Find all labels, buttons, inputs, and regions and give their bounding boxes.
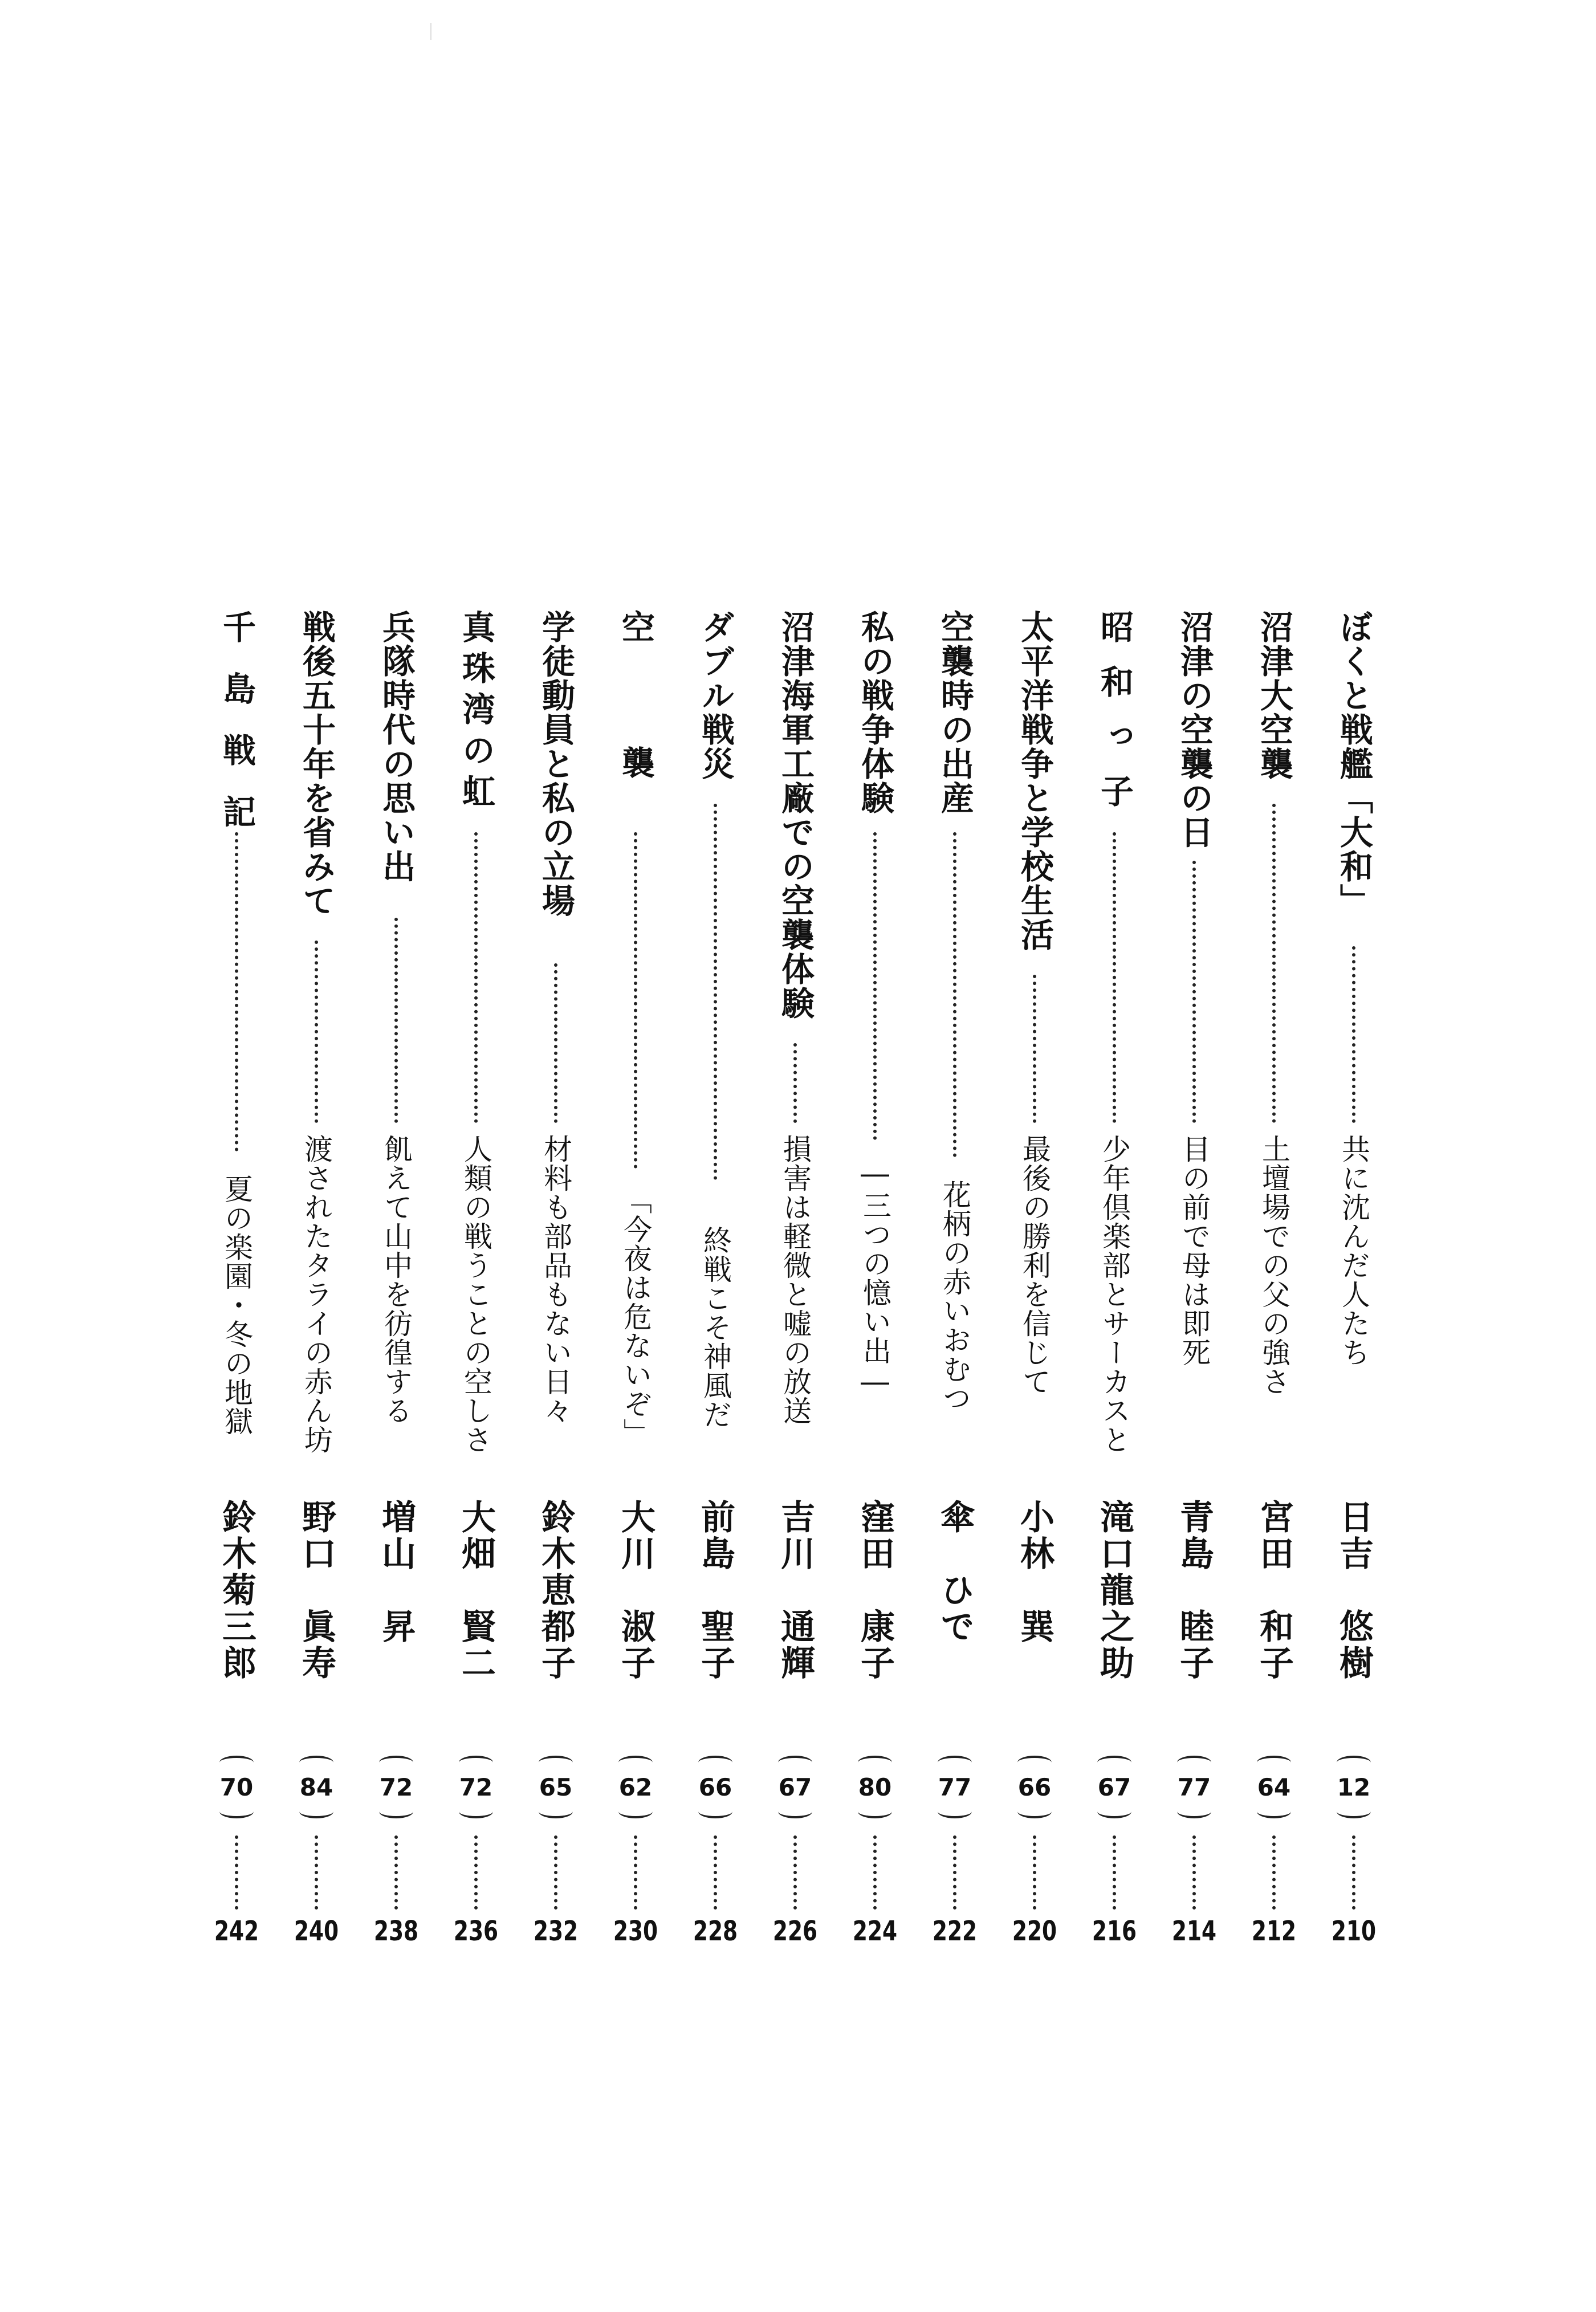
entry-subtitle: 土壇場での父の強さ	[1257, 1134, 1290, 1396]
dot-leader	[1352, 946, 1355, 1123]
entry-title: 真珠湾の虹	[457, 610, 495, 815]
entry-title: 私の戦争体験	[856, 610, 894, 815]
entry-author: 日吉 悠樹	[1334, 1499, 1374, 1682]
dot-leader	[634, 1835, 637, 1910]
author-age: 77	[938, 1756, 972, 1818]
entry-subtitle: 目の前で母は即死	[1178, 1134, 1211, 1367]
author-age: 64	[1257, 1756, 1291, 1818]
entry-subtitle: 最後の勝利を信じて	[1018, 1134, 1051, 1396]
dot-leader	[1033, 1835, 1036, 1910]
entry-subtitle: 花柄の赤いおむつ	[938, 1180, 971, 1413]
dot-leader	[873, 832, 877, 1140]
entry-title: 千島戦記	[217, 610, 256, 856]
author-age: 80	[858, 1756, 892, 1818]
entry-author: 傘 ひで	[935, 1499, 975, 1645]
toc-entry	[607, 610, 664, 1955]
author-age: 66	[1017, 1756, 1052, 1818]
dot-leader	[953, 832, 956, 1157]
author-age: 67	[1097, 1756, 1131, 1818]
dot-leader	[394, 1835, 398, 1910]
dot-leader	[1033, 975, 1036, 1123]
author-age: 67	[778, 1756, 812, 1818]
author-age: 12	[1337, 1756, 1371, 1818]
toc-entry	[1166, 610, 1223, 1955]
page-number: 216	[1092, 1915, 1137, 1947]
dot-leader	[235, 1835, 238, 1910]
dot-leader	[315, 1835, 318, 1910]
dot-leader	[634, 832, 637, 1169]
dot-leader	[793, 1043, 797, 1123]
entry-title: 戦後五十年を省みて	[297, 610, 336, 918]
author-age: 84	[299, 1756, 333, 1818]
page-number: 214	[1171, 1915, 1217, 1947]
entry-title: 兵隊時代の思い出	[377, 610, 416, 884]
entry-title: 昭和っ子	[1095, 610, 1134, 829]
entry-author: 大川 淑子	[616, 1499, 656, 1682]
toc-entry	[846, 610, 903, 1955]
entry-subtitle: 損害は軽微と嘘の放送	[779, 1134, 812, 1425]
page-number: 242	[214, 1915, 259, 1947]
dot-leader	[1113, 832, 1116, 1123]
toc-entry	[368, 610, 425, 1955]
entry-author: 青島 睦子	[1174, 1499, 1214, 1682]
page-number: 224	[852, 1915, 898, 1947]
entry-author: 鈴木恵都子	[536, 1499, 576, 1682]
dot-leader	[714, 804, 717, 1180]
author-age: 72	[379, 1756, 413, 1818]
entry-subtitle: 「今夜は危ないぞ」	[619, 1186, 652, 1447]
toc-entry	[767, 610, 824, 1955]
table-of-contents	[188, 610, 1385, 1955]
dot-leader	[1113, 1835, 1116, 1910]
toc-entry	[687, 610, 744, 1955]
dot-leader	[394, 918, 398, 1123]
dot-leader	[1352, 1835, 1355, 1910]
entry-author: 大畑 賢二	[456, 1499, 496, 1682]
entry-author: 野口 眞寿	[296, 1499, 336, 1682]
entry-subtitle: 材料も部品もない日々	[539, 1134, 572, 1425]
entry-author: 前島 聖子	[695, 1499, 735, 1682]
entry-subtitle: 夏の楽園・冬の地獄	[220, 1174, 253, 1436]
dot-leader	[714, 1835, 717, 1910]
entry-author: 増山 昇	[376, 1499, 416, 1645]
author-age: 70	[219, 1756, 254, 1818]
entry-title: 沼津の空襲の日	[1175, 610, 1214, 849]
entry-title: 沼津大空襲	[1255, 610, 1293, 781]
author-age: 77	[1177, 1756, 1211, 1818]
page-number: 238	[373, 1915, 419, 1947]
page-number: 210	[1331, 1915, 1377, 1947]
toc-entry	[1006, 610, 1063, 1955]
toc-entry	[208, 610, 265, 1955]
entry-subtitle: 渡されたタライの赤ん坊	[300, 1134, 333, 1454]
entry-author: 滝口龍之助	[1094, 1499, 1134, 1682]
entry-title: ぼくと戦艦「大和」	[1334, 610, 1373, 918]
page-margin-mark	[430, 23, 431, 40]
page-number: 232	[533, 1915, 579, 1947]
page-number: 240	[294, 1915, 339, 1947]
dot-leader	[554, 1835, 557, 1910]
entry-title: 空襲時の出産	[935, 610, 974, 815]
toc-entry	[527, 610, 584, 1955]
author-age: 72	[459, 1756, 493, 1818]
page-number: 226	[772, 1915, 818, 1947]
dot-leader	[953, 1835, 956, 1910]
dot-leader	[474, 1835, 478, 1910]
page-number: 212	[1251, 1915, 1297, 1947]
entry-title: 空襲	[616, 610, 655, 881]
dot-leader	[235, 832, 238, 1151]
dot-leader	[474, 832, 478, 1123]
dot-leader	[793, 1835, 797, 1910]
author-age: 66	[698, 1756, 732, 1818]
entry-author: 小林 巽	[1015, 1499, 1054, 1645]
page-number: 228	[693, 1915, 738, 1947]
entry-author: 宮田 和子	[1254, 1499, 1294, 1682]
dot-leader	[315, 941, 318, 1123]
entry-title: 学徒動員と私の立場	[536, 610, 575, 918]
toc-entry	[1325, 610, 1382, 1955]
entry-title: 沼津海軍工廠での空襲体験	[776, 610, 815, 1020]
toc-entry	[926, 610, 983, 1955]
toc-entry	[1086, 610, 1143, 1955]
page-number: 236	[453, 1915, 499, 1947]
dot-leader	[873, 1835, 877, 1910]
entry-subtitle: 終戦こそ神風だ	[699, 1226, 732, 1429]
page-number: 230	[613, 1915, 658, 1947]
entry-subtitle: 共に沈んだ人たち	[1337, 1134, 1370, 1367]
entry-title: ダブル戦災	[696, 610, 735, 781]
page-number: 220	[1012, 1915, 1057, 1947]
entry-subtitle: 少年倶楽部とサーカスと	[1098, 1134, 1131, 1454]
toc-entry	[1245, 610, 1302, 1955]
entry-author: 窪田 康子	[855, 1499, 895, 1682]
entry-author: 吉川 通輝	[775, 1499, 815, 1682]
dot-leader	[1192, 1835, 1196, 1910]
author-age: 65	[539, 1756, 573, 1818]
dot-leader	[1192, 861, 1196, 1123]
toc-entry	[288, 610, 345, 1955]
dot-leader	[1272, 1835, 1276, 1910]
dot-leader	[1272, 804, 1276, 1123]
entry-title: 太平洋戦争と学校生活	[1015, 610, 1054, 952]
page-number: 222	[932, 1915, 978, 1947]
entry-subtitle: ―三つの憶い出―	[858, 1157, 891, 1399]
toc-entry	[447, 610, 504, 1955]
entry-author: 鈴木菊三郎	[217, 1499, 256, 1682]
dot-leader	[554, 963, 557, 1123]
author-age: 62	[618, 1756, 653, 1818]
entry-subtitle: 飢えて山中を彷徨する	[380, 1134, 413, 1425]
entry-subtitle: 人類の戦うことの空しさ	[459, 1134, 492, 1454]
